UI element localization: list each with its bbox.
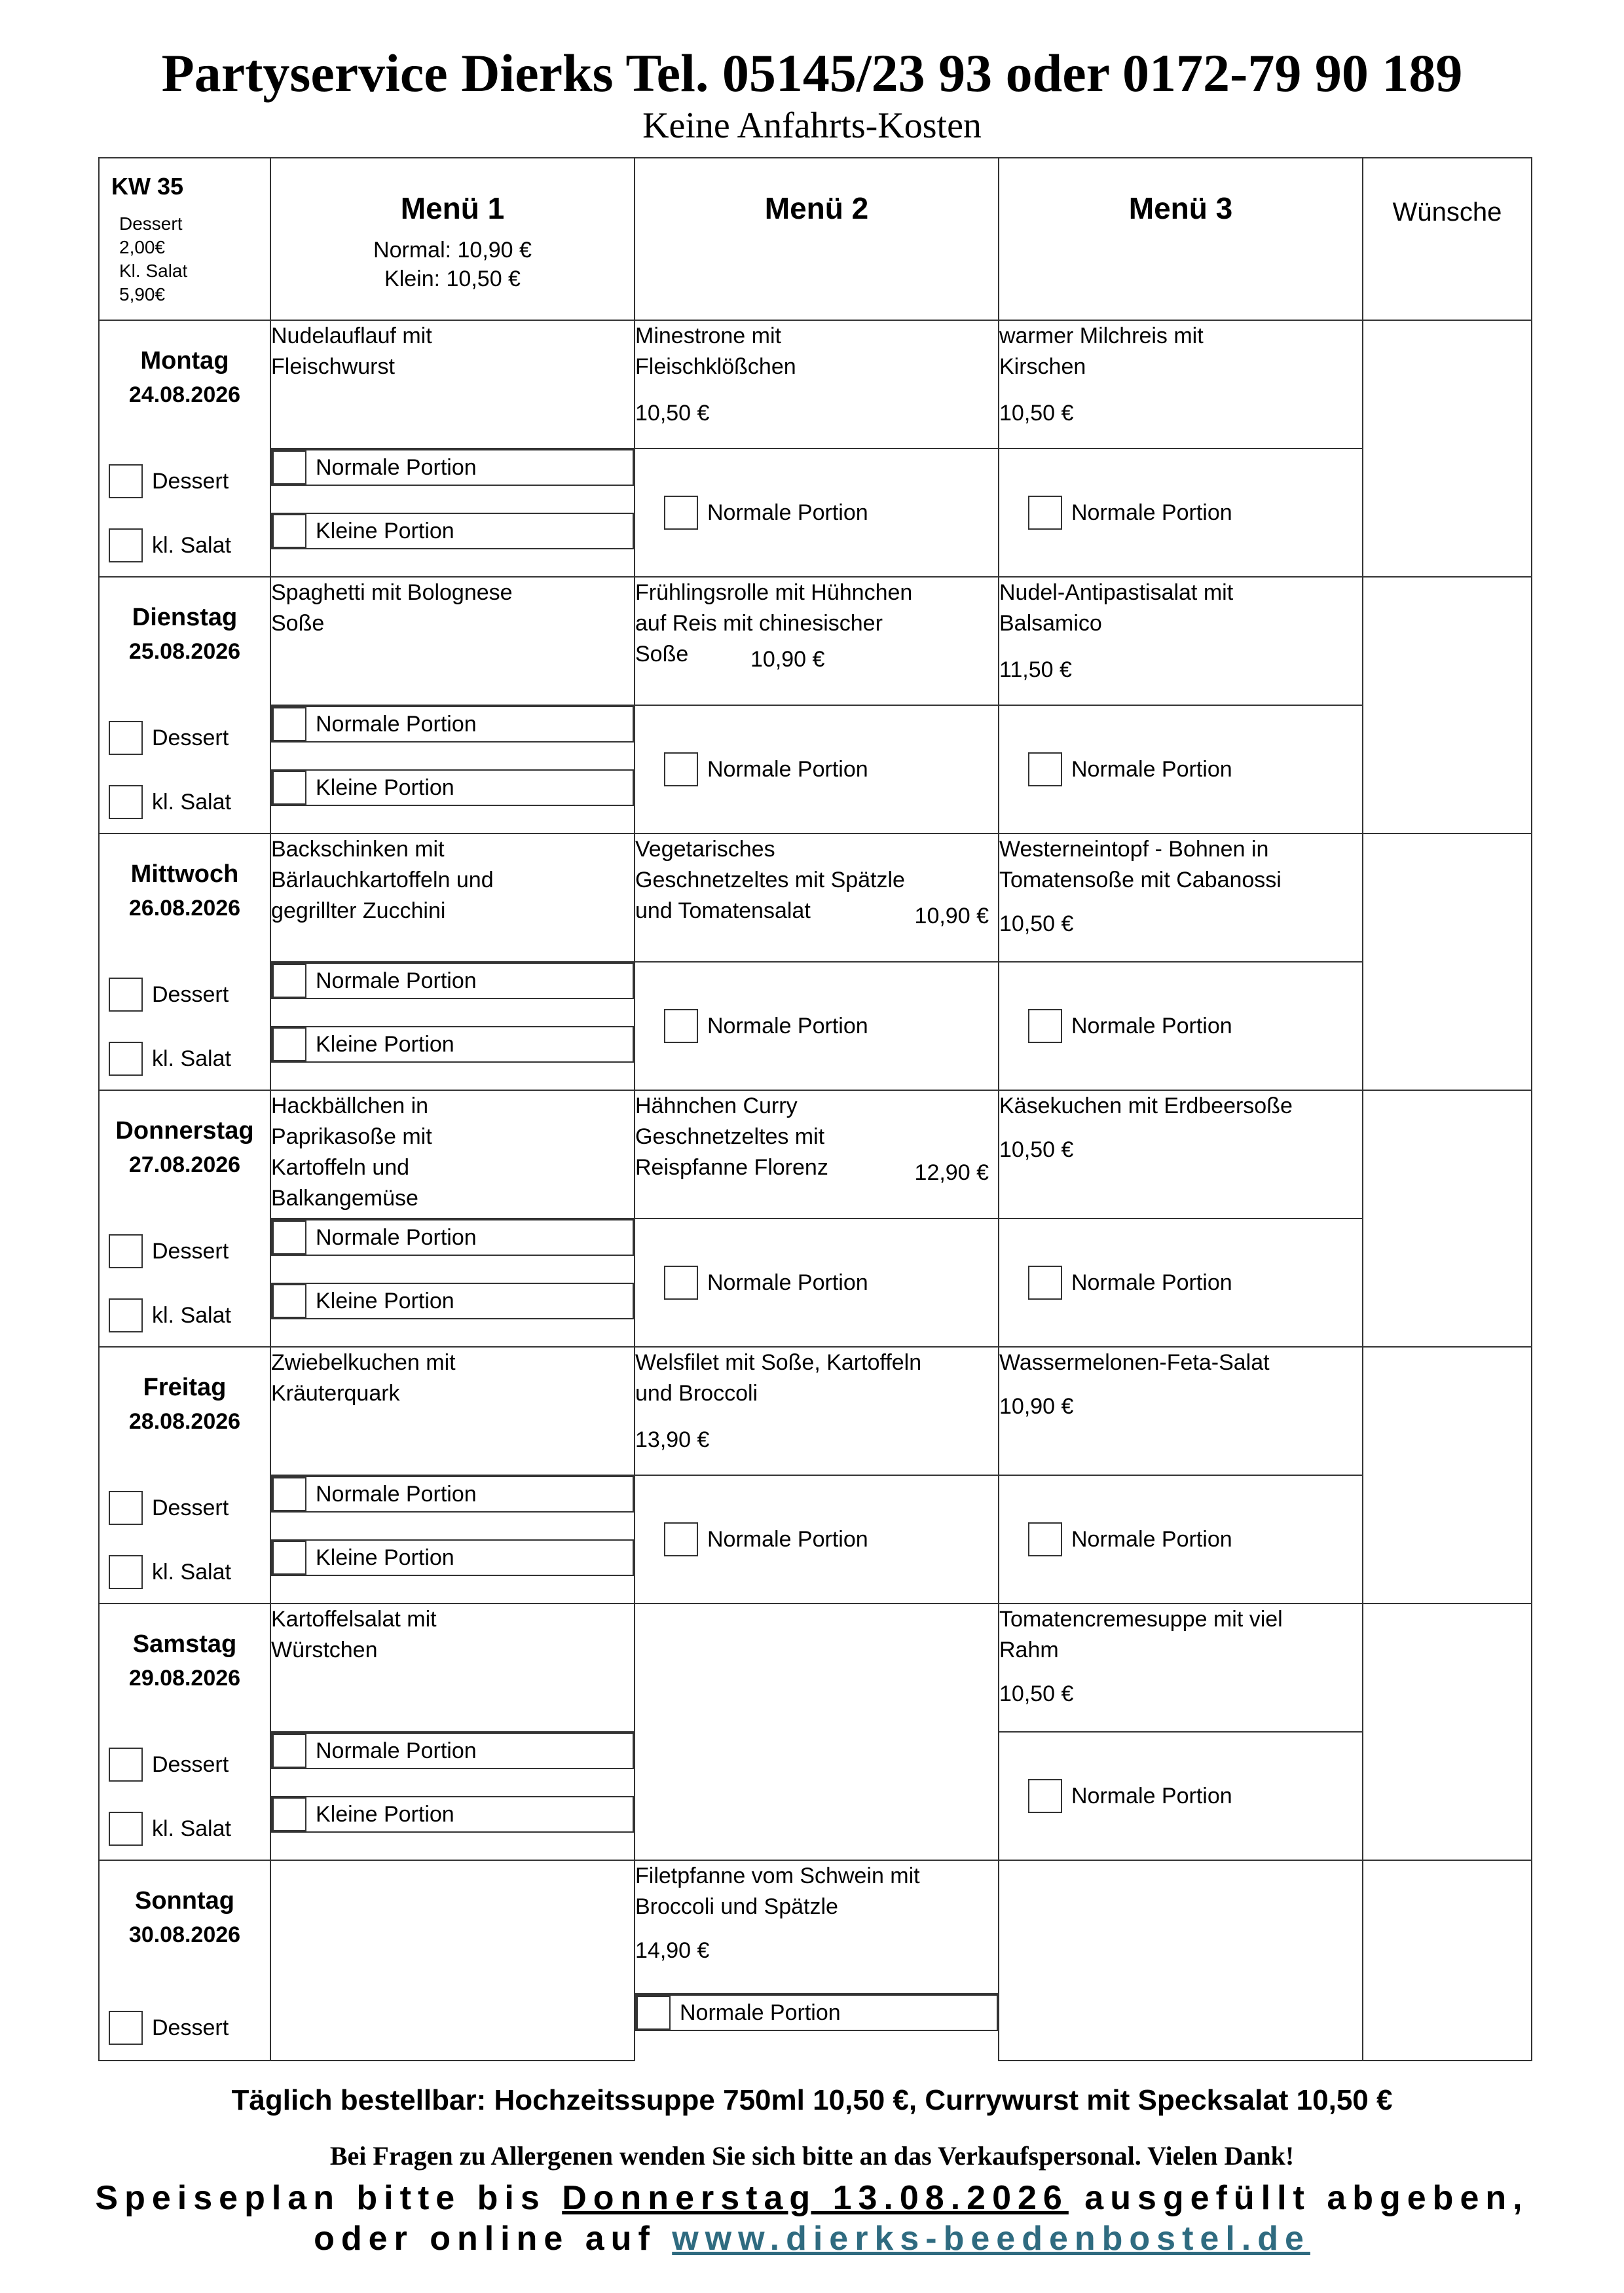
- wishes-cell[interactable]: [1363, 1090, 1532, 1347]
- dish-name: Welsfilet mit Soße, Kartoffeln und Broccoli: [635, 1350, 922, 1406]
- dessert-option: [109, 1748, 229, 1782]
- menu3-dish: [999, 1347, 1363, 1475]
- dessert-label: Dessert: [152, 1238, 229, 1264]
- week-number: KW 35: [111, 173, 184, 200]
- website-link[interactable]: www.dierks-beedenbostel.de: [672, 2220, 1310, 2258]
- menu3-normal-checkbox[interactable]: [1028, 1522, 1062, 1556]
- dish-price: 11,50 €: [999, 657, 1072, 682]
- day-row-thursday: [99, 1090, 1532, 1219]
- menu1-small-checkbox[interactable]: [272, 1541, 306, 1575]
- salad-label: kl. Salat: [152, 1302, 231, 1328]
- table-header-row: [99, 158, 1532, 320]
- menu2-normal-option: [635, 705, 999, 834]
- small-portion-label: Kleine Portion: [316, 1031, 454, 1057]
- normal-portion-label: Normale Portion: [316, 454, 477, 480]
- normal-portion-label: Normale Portion: [707, 1270, 868, 1295]
- wishes-cell[interactable]: [1363, 1604, 1532, 1860]
- order-row: [99, 1475, 1532, 1539]
- menu1-dish: [270, 1604, 635, 1732]
- dessert-label: Dessert: [152, 2015, 229, 2040]
- dish-name: Wassermelonen-Feta-Salat: [999, 1350, 1270, 1375]
- dessert-checkbox[interactable]: [109, 2011, 143, 2045]
- day-row-monday: [99, 320, 1532, 449]
- day-cell-wednesday: [99, 834, 270, 1090]
- menu1-dish: [270, 577, 635, 705]
- dish-price: 13,90 €: [635, 1427, 710, 1452]
- menu2-dish: [635, 320, 999, 449]
- order-deadline-line: [0, 2178, 1624, 2218]
- day-name: Dienstag: [132, 604, 238, 631]
- normal-portion-label: Normale Portion: [316, 1738, 477, 1763]
- dish-name: Frühlingsrolle mit Hühnchen auf Reis mit chinesischer Soße: [635, 580, 913, 667]
- menu1-small-option: [271, 1026, 634, 1063]
- menu3-dish: [999, 1604, 1363, 1732]
- dish-price: 10,50 €: [999, 911, 1074, 936]
- day-name: Samstag: [132, 1630, 237, 1658]
- small-portion-label: Kleine Portion: [316, 775, 454, 800]
- dessert-label: Dessert: [152, 1495, 229, 1520]
- menu1-empty-cell: [270, 1860, 635, 2061]
- menu3-normal-option: [999, 705, 1363, 834]
- menu3-normal-checkbox[interactable]: [1028, 1779, 1062, 1813]
- dessert-checkbox[interactable]: [109, 721, 143, 755]
- salad-label: kl. Salat: [152, 532, 231, 558]
- menu2-normal-option: [635, 1219, 999, 1347]
- dessert-option: [109, 1491, 229, 1525]
- dessert-label: Dessert: [152, 468, 229, 494]
- menu3-header: [999, 158, 1363, 320]
- wishes-header: Wünsche: [1363, 158, 1532, 320]
- day-date: 25.08.2026: [128, 639, 241, 664]
- normal-portion-label: Normale Portion: [707, 1013, 868, 1038]
- menu3-normal-option: [999, 1219, 1363, 1347]
- salad-option: [109, 1298, 231, 1332]
- menu3-normal-checkbox[interactable]: [1028, 496, 1062, 530]
- menu2-title: Menü 2: [764, 191, 869, 225]
- menu3-empty-cell: [999, 1860, 1363, 2061]
- extras-salad-price: 5,90€: [119, 284, 166, 304]
- menu1-small-option: [271, 1796, 634, 1833]
- kw-cell: [99, 158, 270, 320]
- day-row-friday: [99, 1347, 1532, 1475]
- menu2-normal-checkbox[interactable]: [664, 1522, 698, 1556]
- normal-portion-label: Normale Portion: [316, 1224, 477, 1250]
- menu1-header: [270, 158, 635, 320]
- day-name: Mittwoch: [130, 860, 239, 888]
- extras-dessert-label: Dessert: [119, 213, 183, 234]
- dish-price: 10,50 €: [999, 401, 1074, 426]
- normal-portion-label: Normale Portion: [707, 756, 868, 782]
- dessert-label: Dessert: [152, 981, 229, 1007]
- menu3-normal-option: [999, 1475, 1363, 1604]
- menu1-normal-checkbox[interactable]: [272, 1477, 306, 1511]
- menu3-normal-checkbox[interactable]: [1028, 1266, 1062, 1300]
- menu3-normal-checkbox[interactable]: [1028, 752, 1062, 786]
- day-cell-tuesday: [99, 577, 270, 834]
- menu1-price-info: [271, 236, 634, 293]
- day-name: Donnerstag: [115, 1117, 254, 1145]
- dish-price: 14,90 €: [635, 1938, 710, 1963]
- wishes-cell[interactable]: [1363, 1347, 1532, 1604]
- normal-portion-label: Normale Portion: [1071, 1270, 1232, 1295]
- menu1-dish: [270, 320, 635, 449]
- normal-portion-label: Normale Portion: [316, 1481, 477, 1507]
- normal-portion-label: Normale Portion: [707, 500, 868, 525]
- normal-portion-label: Normale Portion: [1071, 756, 1232, 782]
- menu1-dish: [270, 1347, 635, 1475]
- extras-price-info: [100, 200, 270, 306]
- menu3-dish: [999, 1090, 1363, 1219]
- menu1-price-small: Klein: 10,50 €: [384, 266, 521, 291]
- order-row: [99, 962, 1532, 1026]
- dessert-option: [109, 1234, 229, 1268]
- day-row-tuesday: [99, 577, 1532, 705]
- dish-name: warmer Milchreis mit Kirschen: [999, 323, 1204, 379]
- menu1-small-option: [271, 1539, 634, 1576]
- normal-portion-label: Normale Portion: [316, 968, 477, 993]
- normal-portion-label: Normale Portion: [1071, 1783, 1232, 1808]
- menu3-normal-option: [999, 449, 1363, 577]
- menu1-title: Menü 1: [400, 191, 505, 225]
- menu1-normal-checkbox[interactable]: [272, 1220, 306, 1255]
- day-row-wednesday: [99, 834, 1532, 962]
- normal-portion-label: Normale Portion: [1071, 1013, 1232, 1038]
- salad-option: [109, 1042, 231, 1076]
- day-date: 27.08.2026: [128, 1152, 241, 1177]
- day-cell-monday: [99, 320, 270, 577]
- wishes-cell[interactable]: [1363, 834, 1532, 1090]
- small-portion-label: Kleine Portion: [316, 1545, 454, 1570]
- day-cell-friday: [99, 1347, 270, 1604]
- menu1-dish: [270, 834, 635, 962]
- dish-name: Minestrone mit Fleischklößchen: [635, 323, 796, 379]
- dish-price: 10,50 €: [999, 1137, 1074, 1162]
- dish-name: Westerneintopf - Bohnen in Tomatensoße mit Cabanossi: [999, 837, 1282, 892]
- menu1-small-option: [271, 769, 634, 806]
- normal-portion-label: Normale Portion: [680, 2000, 841, 2025]
- day-row-sunday: [99, 1860, 1532, 1994]
- online-order-line: [0, 2218, 1624, 2259]
- dessert-option: [109, 2011, 229, 2045]
- menu2-normal-checkbox[interactable]: [664, 1009, 698, 1043]
- dish-name: Vegetarisches Geschnetzeltes mit Spätzle und Tomatensalat: [635, 837, 905, 923]
- menu3-dish: [999, 320, 1363, 449]
- menu1-normal-option: [271, 963, 634, 999]
- dessert-option: [109, 464, 229, 498]
- menu2-header: [635, 158, 999, 320]
- wishes-cell[interactable]: [1363, 320, 1532, 577]
- dish-name: Kartoffelsalat mit Würstchen: [271, 1607, 437, 1662]
- menu3-dish: [999, 577, 1363, 705]
- dish-name: Käsekuchen mit Erdbeersoße: [999, 1093, 1293, 1118]
- dish-name: Tomatencremesuppe mit viel Rahm: [999, 1607, 1283, 1662]
- menu-table: [98, 157, 1532, 2061]
- menu1-small-checkbox[interactable]: [272, 771, 306, 805]
- menu2-dish: [635, 1860, 999, 1994]
- menu2-normal-option: [635, 962, 999, 1090]
- menu2-normal-option: [635, 1475, 999, 1604]
- salad-label: kl. Salat: [152, 1046, 231, 1071]
- online-prefix: oder online auf: [314, 2220, 673, 2258]
- menu2-normal-checkbox[interactable]: [637, 1996, 671, 2030]
- order-suffix: ausgefüllt abgeben,: [1068, 2179, 1529, 2217]
- small-portion-label: Kleine Portion: [316, 1288, 454, 1313]
- dish-name: Filetpfanne vom Schwein mit Broccoli und Spätzle: [635, 1863, 920, 1919]
- dessert-option: [109, 721, 229, 755]
- day-date: 30.08.2026: [128, 1922, 241, 1947]
- menu2-normal-checkbox[interactable]: [664, 1266, 698, 1300]
- menu2-dish: [635, 1090, 999, 1219]
- page-title: Partyservice Dierks Tel. 05145/23 93 oder 0172-79 90 189: [161, 43, 1463, 103]
- dish-name: Backschinken mit Bärlauchkartoffeln und gegrillter Zucchini: [271, 837, 494, 923]
- day-name: Montag: [140, 347, 229, 375]
- dessert-checkbox[interactable]: [109, 1234, 143, 1268]
- dish-price: 10,50 €: [999, 1681, 1074, 1706]
- day-row-saturday: [99, 1604, 1532, 1732]
- menu3-dish: [999, 834, 1363, 962]
- salad-option: [109, 528, 231, 562]
- order-instructions: [0, 2178, 1624, 2259]
- menu3-normal-option: [999, 1732, 1363, 1860]
- menu2-normal-option: [635, 1994, 998, 2031]
- menu1-small-option: [271, 513, 634, 549]
- dessert-option: [109, 978, 229, 1012]
- dish-price: 10,50 €: [635, 401, 710, 426]
- menu2-dish: [635, 1347, 999, 1475]
- normal-portion-label: Normale Portion: [707, 1526, 868, 1552]
- menu3-title: Menü 3: [1128, 191, 1233, 225]
- dish-name: Spaghetti mit Bolognese Soße: [271, 580, 513, 636]
- menu1-normal-checkbox[interactable]: [272, 450, 306, 485]
- menu2-normal-option: [635, 449, 999, 577]
- menu1-normal-option: [271, 706, 634, 743]
- normal-portion-label: Normale Portion: [1071, 1526, 1232, 1552]
- extras-dessert-price: 2,00€: [119, 237, 166, 257]
- dessert-label: Dessert: [152, 1752, 229, 1777]
- dish-price: 10,90 €: [914, 904, 989, 928]
- menu1-small-checkbox[interactable]: [272, 514, 306, 548]
- order-deadline: Donnerstag 13.08.2026: [562, 2179, 1069, 2217]
- day-cell-thursday: [99, 1090, 270, 1347]
- wishes-cell[interactable]: [1363, 1860, 1532, 2061]
- day-date: 26.08.2026: [128, 896, 241, 921]
- dish-name: Nudelauflauf mit Fleischwurst: [271, 323, 432, 379]
- menu2-dish: [635, 834, 999, 962]
- order-row: [99, 1219, 1532, 1283]
- menu1-normal-option: [271, 1733, 634, 1769]
- page-subtitle: Keine Anfahrts-Kosten: [642, 105, 982, 146]
- menu1-normal-checkbox[interactable]: [272, 707, 306, 741]
- salad-option: [109, 1555, 231, 1589]
- dessert-label: Dessert: [152, 725, 229, 750]
- extras-salad-label: Kl. Salat: [119, 261, 188, 281]
- dish-price: 12,90 €: [914, 1160, 989, 1185]
- order-row: [99, 705, 1532, 769]
- menu3-normal-option: [999, 962, 1363, 1090]
- menu2-dish: [635, 577, 999, 705]
- menu2-normal-checkbox[interactable]: [664, 496, 698, 530]
- menu1-small-checkbox[interactable]: [272, 1027, 306, 1061]
- salad-label: kl. Salat: [152, 1559, 231, 1585]
- dessert-checkbox[interactable]: [109, 464, 143, 498]
- salad-option: [109, 1812, 231, 1846]
- allergen-note: Bei Fragen zu Allergenen wenden Sie sich bitte an das Verkaufspersonal. Vielen Dank!: [329, 2141, 1295, 2171]
- day-date: 28.08.2026: [128, 1409, 241, 1434]
- small-portion-label: Kleine Portion: [316, 518, 454, 543]
- dish-price: 10,90 €: [750, 647, 825, 672]
- dessert-checkbox[interactable]: [109, 978, 143, 1012]
- wishes-cell[interactable]: [1363, 577, 1532, 834]
- day-date: 24.08.2026: [128, 382, 241, 407]
- salad-checkbox[interactable]: [109, 1812, 143, 1846]
- order-prefix: Speiseplan bitte bis: [95, 2179, 563, 2217]
- salad-checkbox[interactable]: [109, 785, 143, 819]
- menu1-price-normal: Normal: 10,90 €: [373, 238, 532, 263]
- normal-portion-label: Normale Portion: [1071, 500, 1232, 525]
- normal-portion-label: Normale Portion: [316, 711, 477, 737]
- salad-checkbox[interactable]: [109, 1298, 143, 1332]
- dish-name: Nudel-Antipastisalat mit Balsamico: [999, 580, 1234, 636]
- order-row: [99, 449, 1532, 513]
- day-name: Sonntag: [135, 1887, 234, 1915]
- salad-label: kl. Salat: [152, 789, 231, 815]
- dessert-checkbox[interactable]: [109, 1748, 143, 1782]
- dish-name: Zwiebelkuchen mit Kräuterquark: [271, 1350, 456, 1406]
- salad-checkbox[interactable]: [109, 1042, 143, 1076]
- salad-option: [109, 785, 231, 819]
- menu1-normal-option: [271, 1219, 634, 1256]
- dessert-checkbox[interactable]: [109, 1491, 143, 1525]
- menu1-normal-option: [271, 1476, 634, 1513]
- day-cell-saturday: [99, 1604, 270, 1860]
- dish-price: 10,90 €: [999, 1394, 1074, 1419]
- menu1-normal-checkbox[interactable]: [272, 1734, 306, 1768]
- dish-name: Hackbällchen in Paprikasoße mit Kartoffeln und Balkangemüse: [271, 1093, 432, 1211]
- menu3-normal-checkbox[interactable]: [1028, 1009, 1062, 1043]
- menu2-normal-checkbox[interactable]: [664, 752, 698, 786]
- salad-checkbox[interactable]: [109, 528, 143, 562]
- day-cell-sunday: [99, 1860, 270, 2061]
- menu1-normal-option: [271, 449, 634, 486]
- menu1-dish: [270, 1090, 635, 1219]
- salad-checkbox[interactable]: [109, 1555, 143, 1589]
- menu1-small-option: [271, 1283, 634, 1319]
- menu1-small-checkbox[interactable]: [272, 1284, 306, 1318]
- day-name: Freitag: [143, 1374, 227, 1401]
- dish-name: Hähnchen Curry Geschnetzeltes mit Reispfanne Florenz: [635, 1093, 828, 1180]
- menu1-normal-checkbox[interactable]: [272, 964, 306, 998]
- menu1-small-checkbox[interactable]: [272, 1797, 306, 1831]
- day-date: 29.08.2026: [128, 1666, 241, 1691]
- salad-label: kl. Salat: [152, 1816, 231, 1841]
- daily-offer: Täglich bestellbar: Hochzeitssuppe 750ml 10,50 €, Currywurst mit Specksalat 10,50 €: [231, 2084, 1393, 2116]
- menu2-empty-cell: [635, 1604, 999, 1860]
- small-portion-label: Kleine Portion: [316, 1801, 454, 1827]
